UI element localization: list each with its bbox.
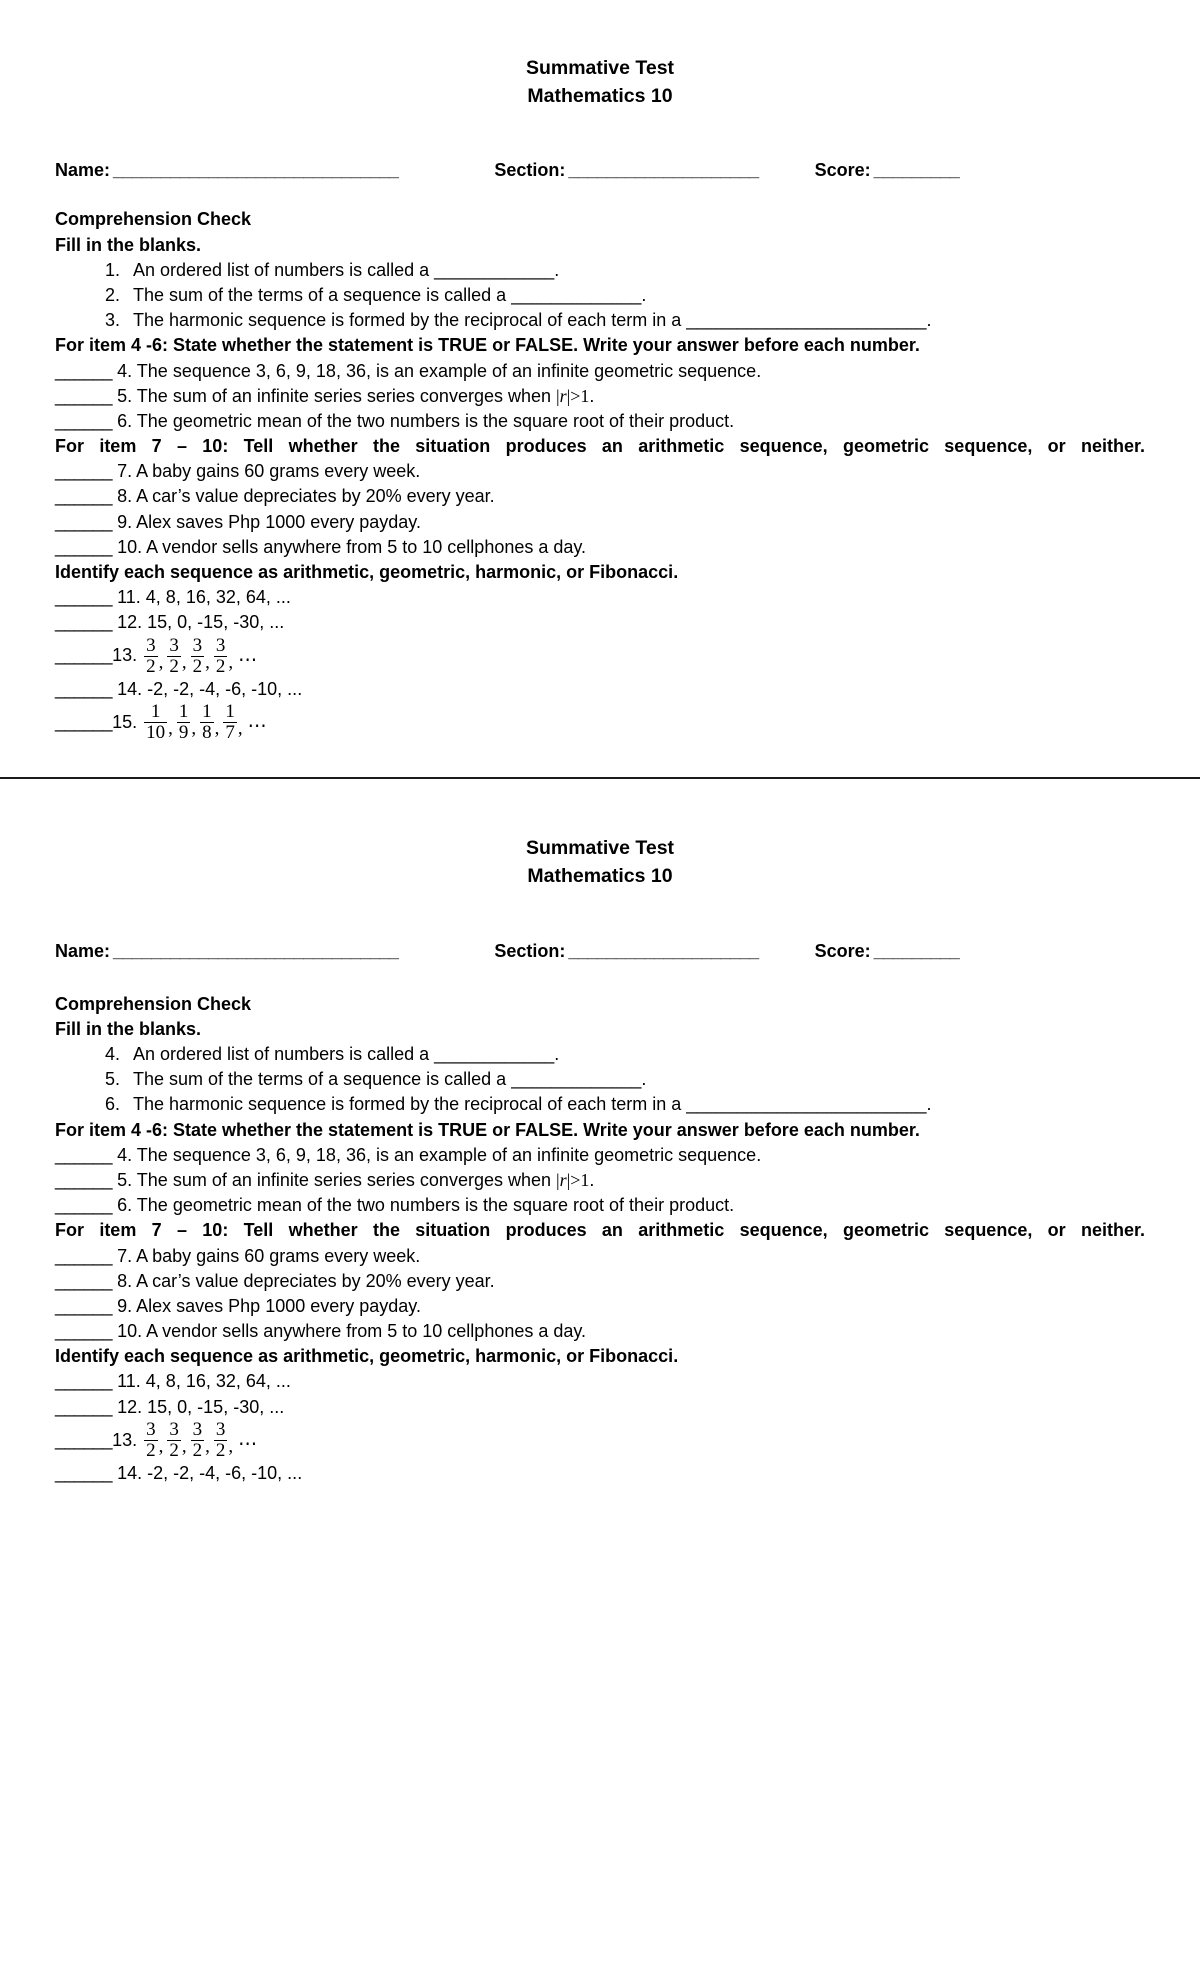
identify-item-14 <box>55 677 1145 702</box>
item-text: The sequence 3, 6, 9, 18, 36, is an example of an infinite geometric sequence. <box>136 360 762 381</box>
item-number: 4. <box>117 360 133 381</box>
situation-item-7 <box>55 1244 1145 1269</box>
fill-in-blanks-list <box>55 258 1145 334</box>
answer-blank[interactable]: ______ <box>55 1270 113 1291</box>
situation-heading: For item 7 – 10: Tell whether the situation produces an arithmetic sequence, geometric sequence, or neither. <box>55 436 1145 457</box>
identify-item-13 <box>55 636 1145 677</box>
numerator: 3 <box>169 634 179 656</box>
ellipsis: ⋯ <box>247 716 267 738</box>
score-label: Score: <box>814 940 871 961</box>
identify-sequence-heading: Identify each sequence as arithmetic, geometric, harmonic, or Fibonacci. <box>55 1346 679 1367</box>
answer-blank[interactable]: ______ <box>55 410 113 431</box>
list-item: 3. The harmonic sequence is formed by the reciprocal of each term in a ________________________. <box>125 308 1145 333</box>
answer-blank[interactable]: ______ <box>55 385 113 406</box>
answer-blank[interactable]: ______ <box>55 360 113 381</box>
fraction <box>214 636 228 677</box>
denominator: 7 <box>225 722 235 744</box>
fraction <box>177 702 191 743</box>
situation-item-10 <box>55 535 1145 560</box>
item-text: Alex saves Php 1000 every payday. <box>136 511 421 532</box>
section-blank[interactable]: ____________________ <box>568 160 759 181</box>
title-line-1: Summative Test <box>525 57 675 79</box>
situation-heading: For item 7 – 10: Tell whether the situation produces an arithmetic sequence, geometric sequence, or neither. <box>55 1220 1145 1241</box>
item-number: 15. <box>112 711 138 732</box>
page-title <box>55 835 1145 890</box>
item-text: -2, -2, -4, -6, -10, ... <box>147 678 303 699</box>
item-number: 5. <box>117 385 133 406</box>
item-number: 5. <box>117 1169 133 1190</box>
title-line-2: Mathematics 10 <box>527 84 673 107</box>
denominator: 2 <box>169 655 179 677</box>
name-label: Name: <box>55 160 111 181</box>
separator: , <box>158 1436 164 1458</box>
separator: , <box>214 718 220 740</box>
student-info-row <box>55 160 1145 181</box>
title-line-1: Summative Test <box>525 837 675 860</box>
item-number: 10. <box>117 1321 143 1342</box>
item-number: 7. <box>117 1245 133 1266</box>
fraction <box>144 636 158 677</box>
list-item: 1. An ordered list of numbers is called a ____________. <box>125 258 1145 283</box>
item-text: -2, -2, -4, -6, -10, ... <box>147 1463 303 1484</box>
situation-item-9 <box>55 1294 1145 1319</box>
answer-blank[interactable]: ______ <box>55 587 113 608</box>
math-expression: |r|>1 <box>556 385 590 406</box>
section-label: Section: <box>494 940 566 961</box>
numerator: 3 <box>215 1418 226 1440</box>
identify-item-15 <box>55 702 1145 743</box>
fraction <box>223 702 237 743</box>
separator: , <box>181 1436 187 1458</box>
answer-blank[interactable]: ______ <box>55 1463 113 1484</box>
item-number: 7. <box>117 461 133 482</box>
item-number: 14. <box>117 1463 143 1484</box>
name-label: Name: <box>55 940 111 961</box>
test-copy-1 <box>0 0 1200 743</box>
item-text: A baby gains 60 grams every week. <box>136 1245 421 1266</box>
answer-blank[interactable]: ______ <box>55 612 113 633</box>
numerator: 1 <box>150 701 161 722</box>
item-number: 6. <box>117 410 133 431</box>
identify-item-11 <box>55 1369 1145 1394</box>
item-number: 6. <box>117 1195 133 1216</box>
answer-blank[interactable]: ______ <box>55 511 113 532</box>
fraction <box>144 702 167 743</box>
item-number: 13. <box>112 645 138 666</box>
ellipsis: ⋯ <box>238 1434 258 1456</box>
section-label: Section: <box>494 160 566 181</box>
name-field[interactable] <box>55 941 398 962</box>
test-copy-2 <box>0 779 1200 1486</box>
separator: , <box>228 652 234 674</box>
item-text: 15, 0, -15, -30, ... <box>147 612 285 633</box>
item-text: 4, 8, 16, 32, 64, ... <box>145 587 291 608</box>
page-title <box>55 55 1145 110</box>
denominator: 2 <box>192 655 203 677</box>
identify-item-12 <box>55 1395 1145 1420</box>
identify-item-12 <box>55 610 1145 635</box>
denominator: 2 <box>146 655 156 677</box>
list-item: 5. The sum of the terms of a sequence is called a _____________. <box>125 1067 1145 1092</box>
answer-blank[interactable]: ______ <box>55 1396 113 1417</box>
score-field[interactable] <box>815 941 960 962</box>
fraction <box>167 636 181 677</box>
answer-blank[interactable]: ______ <box>55 1295 113 1316</box>
fraction <box>214 1420 228 1461</box>
fraction <box>191 636 205 677</box>
item-number: 11. <box>117 1371 141 1392</box>
fraction <box>144 1420 158 1461</box>
numerator: 1 <box>202 701 212 722</box>
answer-blank[interactable]: ______ <box>55 1245 113 1266</box>
score-blank[interactable]: _________ <box>873 160 960 181</box>
answer-blank[interactable]: ______ <box>55 1429 113 1450</box>
item-text: A baby gains 60 grams every week. <box>136 461 421 482</box>
numerator: 3 <box>192 1418 203 1440</box>
fraction <box>191 1420 205 1461</box>
identify-sequence-heading: Identify each sequence as arithmetic, geometric, harmonic, or Fibonacci. <box>55 562 679 582</box>
denominator: 2 <box>146 1439 156 1461</box>
fill-in-blanks-list <box>55 1042 1145 1118</box>
separator: , <box>168 718 173 740</box>
list-item: 2. The sum of the terms of a sequence is called a _____________. <box>125 283 1145 308</box>
ellipsis: ⋯ <box>238 650 258 672</box>
score-blank[interactable]: _________ <box>873 940 960 961</box>
numerator: 3 <box>146 1418 156 1440</box>
identify-item-11 <box>55 585 1145 610</box>
list-item: 4. An ordered list of numbers is called a ____________. <box>125 1042 1145 1067</box>
item-text: The sum of an infinite series series converges when <box>136 1169 551 1190</box>
item-text: The geometric mean of the two numbers is the square root of their product. <box>136 1195 735 1216</box>
answer-blank[interactable]: ______ <box>55 678 113 699</box>
separator: , <box>191 718 197 740</box>
denominator: 2 <box>215 1439 226 1461</box>
separator: , <box>228 1436 234 1458</box>
denominator: 8 <box>202 722 212 744</box>
numerator: 3 <box>146 634 156 656</box>
item-number: 10. <box>117 536 143 557</box>
true-false-item-5 <box>55 1168 1145 1193</box>
true-false-heading: For item 4 -6: State whether the statement is TRUE or FALSE. Write your answer before each number. <box>55 335 920 356</box>
identify-item-14 <box>55 1461 1145 1486</box>
answer-blank[interactable]: ______ <box>55 1144 113 1165</box>
comprehension-check-heading: Comprehension Check <box>55 993 252 1014</box>
answer-blank[interactable]: ______ <box>55 461 113 482</box>
fill-in-the-blanks-heading: Fill in the blanks. <box>55 1018 202 1039</box>
answer-blank[interactable]: ______ <box>55 1195 113 1216</box>
true-false-item-6 <box>55 1193 1145 1218</box>
score-label: Score: <box>814 160 871 181</box>
name-blank[interactable]: ______________________________ <box>113 940 399 961</box>
item-number: 8. <box>117 486 133 507</box>
item-number: 13. <box>112 1429 138 1450</box>
separator: , <box>181 652 187 674</box>
denominator: 2 <box>215 655 226 677</box>
list-item: 6. The harmonic sequence is formed by the reciprocal of each term in a ________________________. <box>125 1092 1145 1117</box>
item-text-after: . <box>589 385 595 406</box>
separator: , <box>205 1436 210 1458</box>
item-text: The sequence 3, 6, 9, 18, 36, is an example of an infinite geometric sequence. <box>136 1144 762 1165</box>
item-number: 4. <box>117 1144 133 1165</box>
fraction <box>200 702 214 743</box>
section-field[interactable] <box>494 160 758 181</box>
item-number: 9. <box>117 1295 133 1316</box>
math-expression: |r|>1 <box>556 1169 590 1190</box>
answer-blank[interactable]: ______ <box>55 1169 113 1190</box>
item-number: 9. <box>117 511 133 532</box>
situation-item-8 <box>55 1269 1145 1294</box>
item-text: A vendor sells anywhere from 5 to 10 cellphones a day. <box>146 1321 587 1342</box>
item-number: 8. <box>117 1270 133 1291</box>
answer-blank[interactable]: ______ <box>55 536 113 557</box>
item-text: Alex saves Php 1000 every payday. <box>136 1295 421 1316</box>
answer-blank[interactable]: ______ <box>55 1321 113 1342</box>
answer-blank[interactable]: ______ <box>55 1371 113 1392</box>
answer-blank[interactable]: ______ <box>55 645 113 666</box>
section-field[interactable] <box>494 941 758 962</box>
item-number: 11. <box>117 587 141 608</box>
item-text: 15, 0, -15, -30, ... <box>147 1396 285 1417</box>
situation-item-10 <box>55 1319 1145 1344</box>
situation-item-8 <box>55 484 1145 509</box>
comprehension-check-heading: Comprehension Check <box>55 209 252 230</box>
numerator: 3 <box>215 634 226 656</box>
answer-blank[interactable]: ______ <box>55 486 113 507</box>
denominator: 9 <box>178 722 189 744</box>
situation-item-7 <box>55 459 1145 484</box>
item-text: A car’s value depreciates by 20% every year. <box>136 486 495 507</box>
situation-item-9 <box>55 510 1145 535</box>
true-false-item-6 <box>55 409 1145 434</box>
true-false-item-4 <box>55 1143 1145 1168</box>
denominator: 2 <box>169 1439 179 1461</box>
section-blank[interactable]: ____________________ <box>568 940 759 961</box>
title-line-2: Mathematics 10 <box>527 864 673 887</box>
numerator: 3 <box>192 634 203 656</box>
item-text: The geometric mean of the two numbers is the square root of their product. <box>136 410 735 431</box>
item-number: 12. <box>117 612 143 633</box>
answer-blank[interactable]: ______ <box>55 711 113 732</box>
name-field[interactable] <box>55 160 398 181</box>
item-text: A vendor sells anywhere from 5 to 10 cellphones a day. <box>146 536 587 557</box>
numerator: 1 <box>225 701 235 722</box>
item-text: The sum of an infinite series series converges when <box>136 385 551 406</box>
separator: , <box>205 652 210 674</box>
separator: , <box>237 718 243 740</box>
name-blank[interactable]: ______________________________ <box>113 160 399 181</box>
score-field[interactable] <box>815 160 960 181</box>
true-false-item-5 <box>55 384 1145 409</box>
identify-item-13 <box>55 1420 1145 1461</box>
numerator: 3 <box>169 1418 179 1440</box>
denominator: 2 <box>192 1439 203 1461</box>
true-false-heading: For item 4 -6: State whether the statement is TRUE or FALSE. Write your answer before each number. <box>55 1119 920 1140</box>
item-text-after: . <box>589 1169 595 1190</box>
item-number: 14. <box>117 678 143 699</box>
numerator: 1 <box>178 701 189 722</box>
student-info-row <box>55 941 1145 962</box>
fill-in-the-blanks-heading: Fill in the blanks. <box>55 234 202 255</box>
separator: , <box>158 652 164 674</box>
fraction <box>167 1420 181 1461</box>
item-text: A car’s value depreciates by 20% every year. <box>136 1270 495 1291</box>
true-false-item-4 <box>55 359 1145 384</box>
item-text: 4, 8, 16, 32, 64, ... <box>145 1371 291 1392</box>
denominator: 10 <box>146 722 166 744</box>
item-number: 12. <box>117 1396 143 1417</box>
